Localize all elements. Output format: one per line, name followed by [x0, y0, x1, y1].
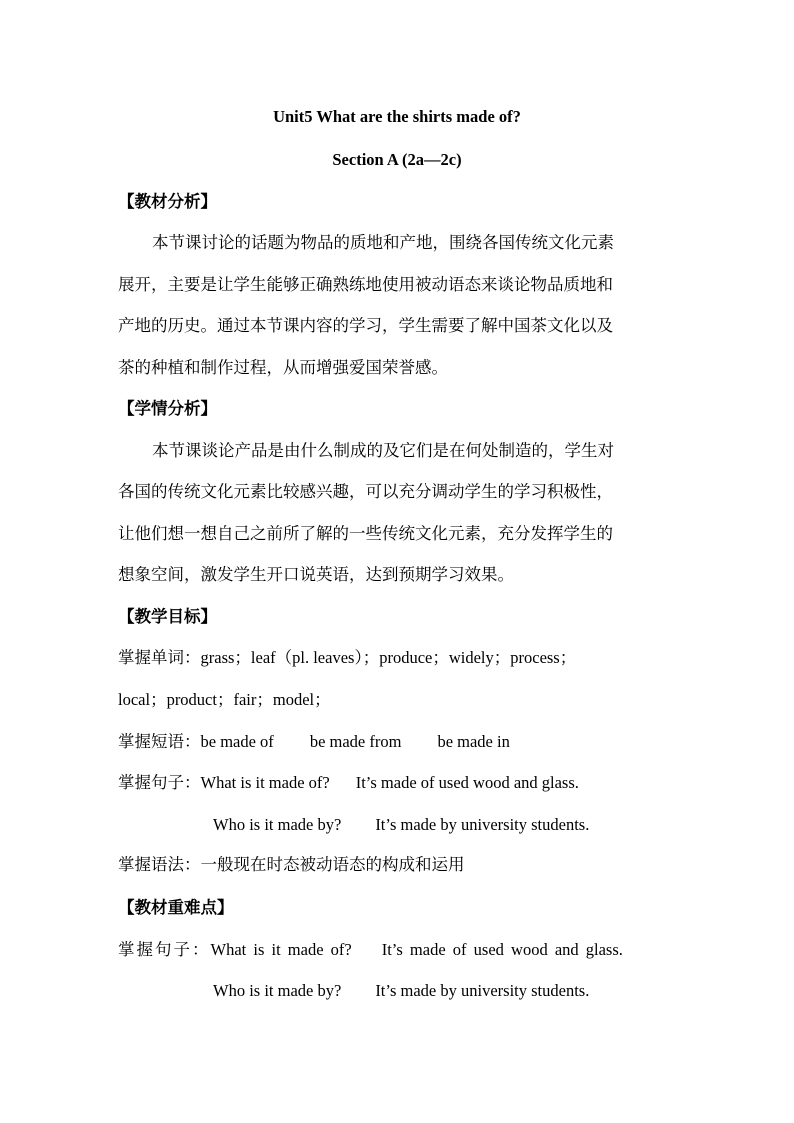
analysis-line: 本节课讨论的话题为物品的质地和产地，围绕各国传统文化元素: [152, 233, 614, 252]
analysis-heading: 【教材分析】: [118, 192, 217, 211]
sentences-line: [118, 773, 579, 793]
phrases-label: 掌握短语：: [118, 732, 201, 751]
sentences-label: 掌握句子：: [118, 940, 211, 959]
sentence-answer: It’s made by university students.: [375, 981, 590, 1000]
key-sentences-line: [213, 981, 589, 1001]
students-line: 本节课谈论产品是由什么制成的及它们是在何处制造的，学生对: [152, 441, 614, 460]
sentence-answer: It’s made of used wood and glass.: [355, 773, 579, 792]
sentence-answer: It’s made by university students.: [375, 815, 590, 834]
vocab-line: 掌握单词：grass；leaf（pl. leaves）；produce；widely；process；: [118, 648, 577, 667]
students-line: 各国的传统文化元素比较感兴趣，可以充分调动学生的学习积极性，: [118, 482, 613, 501]
phrase-item: be made from: [309, 732, 402, 751]
students-heading: 【学情分析】: [118, 399, 217, 418]
phrase-item: be made in: [437, 732, 510, 751]
sentence-answer: It’s made of used wood and glass.: [381, 940, 623, 959]
goals-heading: 【教学目标】: [118, 607, 217, 626]
students-line: 让他们想一想自己之前所了解的一些传统文化元素，充分发挥学生的: [118, 524, 613, 543]
document-title: Unit5 What are the shirts made of?: [273, 107, 521, 126]
grammar-line: 掌握语法：一般现在时态被动语态的构成和运用: [118, 855, 465, 874]
students-line: 想象空间，激发学生开口说英语，达到预期学习效果。: [118, 565, 514, 584]
sentence-question: What is it made of?: [210, 940, 352, 959]
key-points-heading: 【教材重难点】: [118, 898, 234, 917]
vocab-line: local；product；fair；model；: [118, 690, 331, 709]
sentence-question: What is it made of?: [200, 773, 330, 792]
key-sentences-line: [118, 940, 623, 960]
sentences-line: [213, 815, 589, 835]
analysis-line: 茶的种植和制作过程，从而增强爱国荣誉感。: [118, 358, 448, 377]
phrase-item: be made of: [200, 732, 274, 751]
analysis-line: 展开，主要是让学生能够正确熟练地使用被动语态来谈论物品质地和: [118, 275, 613, 294]
phrases-line: [118, 732, 510, 752]
document-subtitle: Section A (2a—2c): [332, 150, 462, 169]
sentence-question: Who is it made by?: [213, 981, 342, 1000]
sentence-question: Who is it made by?: [213, 815, 342, 834]
sentences-label: 掌握句子：: [118, 773, 201, 792]
analysis-line: 产地的历史。通过本节课内容的学习，学生需要了解中国茶文化以及: [118, 316, 613, 335]
